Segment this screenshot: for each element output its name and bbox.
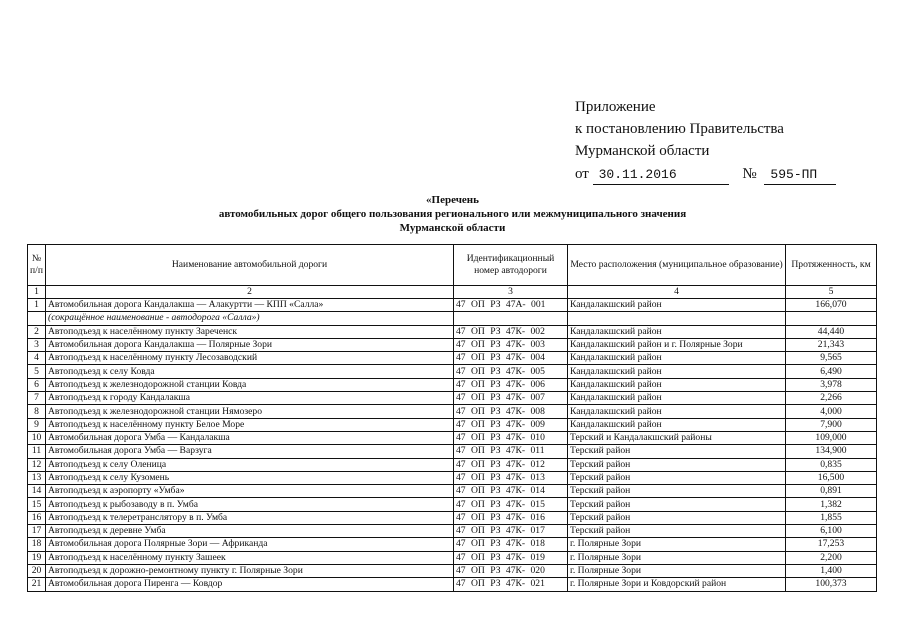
road-ident: 47 ОП РЗ 47К- 014 bbox=[454, 485, 568, 498]
road-length: 17,253 bbox=[786, 538, 877, 551]
road-place: Кандалакшский район bbox=[568, 365, 786, 378]
road-place: Кандалакшский район bbox=[568, 405, 786, 418]
roads-table bbox=[27, 244, 877, 592]
road-place: Терский район bbox=[568, 485, 786, 498]
road-name: Автоподъезд к населённому пункту Лесозаводский bbox=[46, 352, 454, 365]
road-place: Терский район bbox=[568, 445, 786, 458]
row-number: 6 bbox=[28, 378, 46, 391]
road-ident: 47 ОП РЗ 47К- 011 bbox=[454, 445, 568, 458]
row-number: 12 bbox=[28, 458, 46, 471]
road-length: 9,565 bbox=[786, 352, 877, 365]
resolution-number: 595-ПП bbox=[764, 166, 836, 185]
row-number: 1 bbox=[28, 299, 46, 312]
road-ident: 47 ОП РЗ 47К- 020 bbox=[454, 564, 568, 577]
road-place: Кандалакшский район bbox=[568, 325, 786, 338]
road-length: 21,343 bbox=[786, 338, 877, 351]
road-name: Автоподъезд к городу Кандалакша bbox=[46, 392, 454, 405]
road-place: Кандалакшский район bbox=[568, 299, 786, 312]
title-line-2: автомобильных дорог общего пользования регионального или межмуниципального значения bbox=[218, 208, 687, 220]
row-number: 21 bbox=[28, 578, 46, 591]
road-ident: 47 ОП РЗ 47К- 005 bbox=[454, 365, 568, 378]
row-number bbox=[28, 312, 46, 325]
road-ident bbox=[454, 312, 568, 325]
road-name: Автоподъезд к населённому пункту Зашеек bbox=[46, 551, 454, 564]
number-sign: № bbox=[742, 166, 757, 182]
row-number: 4 bbox=[28, 352, 46, 365]
road-ident: 47 ОП РЗ 47К- 004 bbox=[454, 352, 568, 365]
table-row bbox=[28, 578, 877, 591]
table-row bbox=[28, 525, 877, 538]
road-length: 0,891 bbox=[786, 485, 877, 498]
row-number: 5 bbox=[28, 365, 46, 378]
table-row bbox=[28, 511, 877, 524]
road-length: 1,400 bbox=[786, 564, 877, 577]
road-ident: 47 ОП РЗ 47К- 006 bbox=[454, 378, 568, 391]
road-name: Автомобильная дорога Кандалакша — Полярные Зори bbox=[46, 338, 454, 351]
road-length: 16,500 bbox=[786, 471, 877, 484]
road-name: Автоподъезд к рыбозаводу в п. Умба bbox=[46, 498, 454, 511]
road-ident: 47 ОП РЗ 47К- 017 bbox=[454, 525, 568, 538]
road-place: г. Полярные Зори bbox=[568, 551, 786, 564]
table-row bbox=[28, 431, 877, 444]
table-body bbox=[28, 299, 877, 592]
row-number: 7 bbox=[28, 392, 46, 405]
road-ident: 47 ОП РЗ 47К- 002 bbox=[454, 325, 568, 338]
title-line-3: Мурманской области bbox=[399, 222, 506, 234]
road-ident: 47 ОП РЗ 47К- 016 bbox=[454, 511, 568, 524]
road-length: 1,382 bbox=[786, 498, 877, 511]
road-place: Кандалакшский район bbox=[568, 352, 786, 365]
table-row bbox=[28, 312, 877, 325]
road-name: Автомобильная дорога Умба — Кандалакша bbox=[46, 431, 454, 444]
appendix-line-1: Приложение bbox=[575, 99, 656, 115]
road-name: Автоподъезд к населённому пункту Белое Море bbox=[46, 418, 454, 431]
table-row bbox=[28, 378, 877, 391]
road-length: 6,100 bbox=[786, 525, 877, 538]
road-name: Автоподъезд к деревне Умба bbox=[46, 525, 454, 538]
road-ident: 47 ОП РЗ 47К- 018 bbox=[454, 538, 568, 551]
road-ident: 47 ОП РЗ 47К- 019 bbox=[454, 551, 568, 564]
table-row bbox=[28, 445, 877, 458]
appendix-header bbox=[575, 96, 836, 185]
appendix-dateline bbox=[575, 163, 836, 185]
road-ident: 47 ОП РЗ 47К- 013 bbox=[454, 471, 568, 484]
road-name: Автомобильная дорога Умба — Варзуга bbox=[46, 445, 454, 458]
road-ident: 47 ОП РЗ 47К- 007 bbox=[454, 392, 568, 405]
road-name: Автоподъезд к телеретранслятору в п. Умба bbox=[46, 511, 454, 524]
row-number: 19 bbox=[28, 551, 46, 564]
table-row bbox=[28, 325, 877, 338]
road-name: Автоподъезд к аэропорту «Умба» bbox=[46, 485, 454, 498]
table-row bbox=[28, 498, 877, 511]
road-name: Автоподъезд к селу Ковда bbox=[46, 365, 454, 378]
road-name: Автоподъезд к железнодорожной станции Ковда bbox=[46, 378, 454, 391]
row-number: 3 bbox=[28, 338, 46, 351]
road-name: Автоподъезд к селу Оленица bbox=[46, 458, 454, 471]
road-name: Автомобильная дорога Пиренга — Ковдор bbox=[46, 578, 454, 591]
road-place: Терский район bbox=[568, 471, 786, 484]
road-length: 6,490 bbox=[786, 365, 877, 378]
road-ident: 47 ОП РЗ 47К- 021 bbox=[454, 578, 568, 591]
road-length: 4,000 bbox=[786, 405, 877, 418]
road-ident: 47 ОП РЗ 47К- 010 bbox=[454, 431, 568, 444]
road-name: Автоподъезд к железнодорожной станции Нямозеро bbox=[46, 405, 454, 418]
road-ident: 47 ОП РЗ 47К- 015 bbox=[454, 498, 568, 511]
table-header-row bbox=[28, 245, 877, 286]
table-row bbox=[28, 352, 877, 365]
document-title bbox=[0, 193, 905, 235]
road-place: г. Полярные Зори bbox=[568, 538, 786, 551]
table-row bbox=[28, 338, 877, 351]
road-length: 0,835 bbox=[786, 458, 877, 471]
row-number: 2 bbox=[28, 325, 46, 338]
road-place: Кандалакшский район bbox=[568, 392, 786, 405]
header-place: Место расположения (муниципальное образование) bbox=[568, 245, 786, 286]
road-ident: 47 ОП РЗ 47К- 008 bbox=[454, 405, 568, 418]
road-ident: 47 ОП РЗ 47К- 003 bbox=[454, 338, 568, 351]
road-length: 166,070 bbox=[786, 299, 877, 312]
road-place: Терский район bbox=[568, 458, 786, 471]
resolution-date: 30.11.2016 bbox=[593, 166, 729, 185]
road-length: 134,900 bbox=[786, 445, 877, 458]
title-line-1: «Перечень bbox=[426, 194, 479, 206]
header-name: Наименование автомобильной дороги bbox=[46, 245, 454, 286]
table-row bbox=[28, 538, 877, 551]
road-length: 1,855 bbox=[786, 511, 877, 524]
row-number: 15 bbox=[28, 498, 46, 511]
header-num: № п/п bbox=[28, 245, 46, 286]
colnum-4: 4 bbox=[568, 286, 786, 299]
colnum-2: 2 bbox=[46, 286, 454, 299]
colnum-5: 5 bbox=[786, 286, 877, 299]
road-ident: 47 ОП РЗ 47К- 012 bbox=[454, 458, 568, 471]
row-number: 13 bbox=[28, 471, 46, 484]
table-row bbox=[28, 485, 877, 498]
road-name: (сокращённое наименование - автодорога «Салла») bbox=[46, 312, 454, 325]
header-ident: Идентификационный номер автодороги bbox=[454, 245, 568, 286]
road-place: Терский район bbox=[568, 498, 786, 511]
colnum-1: 1 bbox=[28, 286, 46, 299]
road-place: г. Полярные Зори и Ковдорский район bbox=[568, 578, 786, 591]
road-place: Терский и Кандалакшский районы bbox=[568, 431, 786, 444]
road-place: Терский район bbox=[568, 511, 786, 524]
table-row bbox=[28, 564, 877, 577]
row-number: 20 bbox=[28, 564, 46, 577]
date-prefix: от bbox=[575, 166, 589, 182]
road-place: Терский район bbox=[568, 525, 786, 538]
table-row bbox=[28, 365, 877, 378]
row-number: 11 bbox=[28, 445, 46, 458]
row-number: 14 bbox=[28, 485, 46, 498]
road-length: 100,373 bbox=[786, 578, 877, 591]
road-name: Автоподъезд к населённому пункту Зареченск bbox=[46, 325, 454, 338]
road-name: Автоподъезд к селу Кузомень bbox=[46, 471, 454, 484]
table-row bbox=[28, 418, 877, 431]
road-length: 44,440 bbox=[786, 325, 877, 338]
table-row bbox=[28, 392, 877, 405]
table-row bbox=[28, 471, 877, 484]
header-length: Протяженность, км bbox=[786, 245, 877, 286]
road-name: Автомобильная дорога Кандалакша — Алакуртти — КПП «Салла» bbox=[46, 299, 454, 312]
road-length: 2,200 bbox=[786, 551, 877, 564]
table-row bbox=[28, 551, 877, 564]
road-place: Кандалакшский район и г. Полярные Зори bbox=[568, 338, 786, 351]
road-place: г. Полярные Зори bbox=[568, 564, 786, 577]
row-number: 8 bbox=[28, 405, 46, 418]
road-place: Кандалакшский район bbox=[568, 418, 786, 431]
appendix-line-2: к постановлению Правительства bbox=[575, 121, 784, 137]
colnum-3: 3 bbox=[454, 286, 568, 299]
road-name: Автоподъезд к дорожно-ремонтному пункту г. Полярные Зори bbox=[46, 564, 454, 577]
row-number: 17 bbox=[28, 525, 46, 538]
road-ident: 47 ОП РЗ 47К- 009 bbox=[454, 418, 568, 431]
table-row bbox=[28, 458, 877, 471]
road-length: 2,266 bbox=[786, 392, 877, 405]
road-name: Автомобильная дорога Полярные Зори — Африканда bbox=[46, 538, 454, 551]
road-place bbox=[568, 312, 786, 325]
table-row bbox=[28, 405, 877, 418]
row-number: 9 bbox=[28, 418, 46, 431]
road-length: 3,978 bbox=[786, 378, 877, 391]
row-number: 16 bbox=[28, 511, 46, 524]
column-number-row bbox=[28, 286, 877, 299]
road-place: Кандалакшский район bbox=[568, 378, 786, 391]
row-number: 10 bbox=[28, 431, 46, 444]
road-ident: 47 ОП РЗ 47А- 001 bbox=[454, 299, 568, 312]
row-number: 18 bbox=[28, 538, 46, 551]
appendix-line-3: Мурманской области bbox=[575, 143, 710, 159]
road-length: 7,900 bbox=[786, 418, 877, 431]
table-row bbox=[28, 299, 877, 312]
road-length: 109,000 bbox=[786, 431, 877, 444]
road-length bbox=[786, 312, 877, 325]
